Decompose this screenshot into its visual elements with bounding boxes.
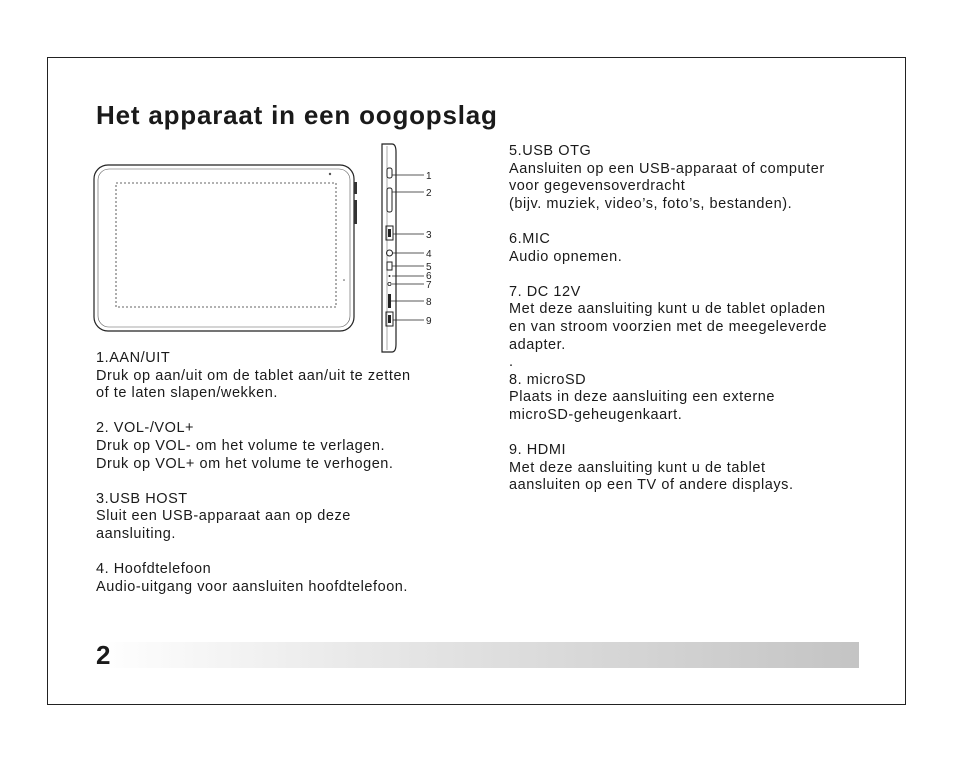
section-heading: 2. VOL-/VOL+: [96, 420, 195, 437]
left-column: [96, 350, 411, 614]
port-mic: [389, 275, 391, 277]
section-line: Druk op VOL+ om het volume te verhogen.: [96, 455, 394, 472]
section-heading: 4. Hoofdtelefoon: [96, 561, 212, 578]
section-line: Aansluiten op een USB-apparaat of computer: [509, 160, 825, 177]
section-line: Met deze aansluiting kunt u de tablet opladen: [509, 301, 826, 318]
port-microsd: [388, 294, 391, 308]
callout-4: 4: [426, 249, 432, 260]
port-dc: [388, 282, 391, 285]
section-power: [96, 350, 411, 403]
section-heading: 9. HDMI: [509, 442, 567, 459]
callout-8: 8: [426, 297, 432, 308]
section-dc: [509, 284, 827, 372]
section-mic: [509, 231, 827, 266]
section-hdmi: [509, 442, 827, 495]
port-power: [387, 168, 392, 178]
section-headphone: [96, 561, 411, 596]
section-line: aansluiting.: [96, 525, 176, 542]
callout-1: 1: [426, 171, 432, 182]
section-heading: 6.MIC: [509, 230, 551, 247]
section-line: en van stroom voorzien met de meegeleverde: [509, 318, 828, 335]
port-usb-otg: [387, 262, 392, 270]
section-line: .: [509, 354, 514, 371]
right-column: [509, 143, 827, 512]
section-heading: 5.USB OTG: [509, 143, 592, 159]
callout-2: 2: [426, 188, 432, 199]
section-line: (bijv. muziek, video’s, foto’s, bestanden).: [509, 195, 793, 212]
callout-9: 9: [426, 316, 432, 327]
section-line: adapter.: [509, 336, 566, 353]
section-volume: [96, 420, 411, 473]
page-title: Het apparaat in een oogopslag: [96, 100, 498, 130]
section-line: of te laten slapen/wekken.: [96, 385, 278, 402]
front-side-button-top: [354, 182, 357, 194]
front-camera: [329, 173, 331, 175]
front-side-button-bottom: [354, 200, 357, 224]
tablet-front-body: [94, 165, 354, 331]
section-line: Plaats in deze aansluiting een externe: [509, 389, 775, 406]
section-line: Met deze aansluiting kunt u de tablet: [509, 459, 766, 476]
tablet-front-bezel: [98, 169, 350, 327]
section-usb-otg: [509, 143, 827, 213]
section-heading: 8. microSD: [509, 371, 587, 388]
front-sensor: [343, 279, 345, 281]
section-heading: 3.USB HOST: [96, 490, 188, 507]
section-line: Druk op aan/uit om de tablet aan/uit te zetten: [96, 367, 411, 384]
tablet-diagram: [90, 140, 450, 356]
section-line: Audio-uitgang voor aansluiten hoofdtelefoon.: [96, 578, 408, 595]
section-line: Druk op VOL- om het volume te verlagen.: [96, 437, 386, 454]
footer-bar: [96, 642, 859, 668]
section-line: Sluit een USB-apparaat aan op deze: [96, 508, 351, 525]
port-volume: [387, 188, 392, 212]
tablet-screen-area: [116, 183, 336, 307]
callout-6: 6: [426, 271, 432, 282]
section-heading: 7. DC 12V: [509, 283, 581, 300]
section-line: aansluiten op een TV of andere displays.: [509, 477, 794, 494]
section-line: Audio opnemen.: [509, 248, 623, 265]
section-usb-host: [96, 491, 411, 544]
section-line: microSD-geheugenkaart.: [509, 406, 683, 423]
section-line: voor gegevensoverdracht: [509, 178, 686, 195]
callout-3: 3: [426, 230, 432, 241]
callout-5: 5: [426, 262, 432, 273]
section-heading: 1.AAN/UIT: [96, 350, 171, 366]
section-microsd: [509, 372, 827, 425]
callout-7: 7: [426, 280, 432, 291]
port-headphone: [387, 250, 393, 256]
page-number: 2: [96, 640, 111, 670]
